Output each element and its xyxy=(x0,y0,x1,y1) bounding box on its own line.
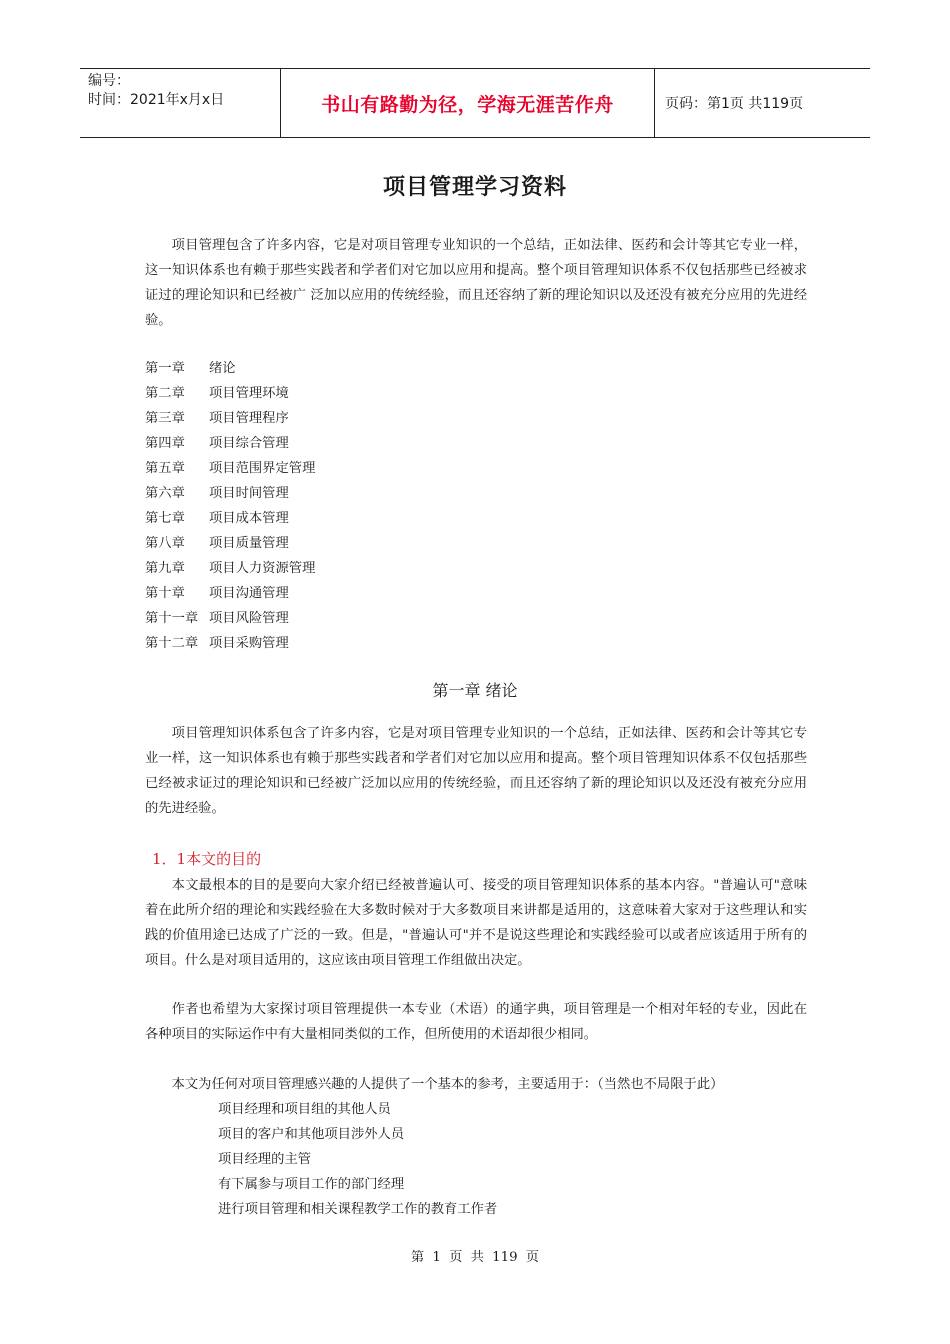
toc-item[interactable] xyxy=(145,506,315,531)
page-footer: 第 1 页 共 119 页 xyxy=(410,1250,540,1265)
list-item: 项目经理的主管 xyxy=(218,1152,312,1167)
header-page-info: 页码：第1页 共119页 xyxy=(665,96,804,112)
audience-list xyxy=(218,1097,497,1222)
list-item: 有下属参与项目工作的部门经理 xyxy=(218,1177,405,1192)
toc-item[interactable] xyxy=(145,581,315,606)
toc-chapter-number: 第七章 xyxy=(145,511,185,526)
toc-item[interactable] xyxy=(145,406,315,431)
toc-chapter-number: 第八章 xyxy=(145,536,185,551)
toc-chapter-name: 项目质量管理 xyxy=(209,536,289,551)
toc-chapter-number: 第十一章 xyxy=(145,611,199,626)
section-paragraph-1: 本文最根本的目的是要向大家介绍已经被普遍认可、接受的项目管理知识体系的基本内容。"普遍认可"意味着在此所介绍的理论和实践经验在大多数时候对于大多数项目来讲都是适用的，这意味着大家对于这些理认和实践的价值用途已达成了广泛的一致。但是，"普遍认可"并不是说这些理论和实践经验可以或者应该适用于所有的项目。什么是对项目适用的，这应该由项目管理工作组做出决定。 xyxy=(145,878,807,968)
toc-chapter-number: 第九章 xyxy=(145,561,185,576)
page-header xyxy=(80,68,870,138)
toc-chapter-number: 第五章 xyxy=(145,461,185,476)
chapter-paragraph: 项目管理知识体系包含了许多内容，它是对项目管理专业知识的一个总结，正如法律、医药和会计等其它专业一样，这一知识体系也有赖于那些实践者和学者们对它加以应用和提高。整个项目管理知识体系不仅包括那些已经被求证过的理论知识和已经被广泛加以应用的传统经验，而且还容纳了新的理论知识以及还没有被充分应用的先进经验。 xyxy=(145,726,807,816)
toc-chapter-name: 绪论 xyxy=(209,361,236,376)
section-paragraph-2: 作者也希望为大家探讨项目管理提供一本专业（术语）的通字典，项目管理是一个相对年轻的专业，因此在各种项目的实际运作中有大量相同类似的工作，但所使用的术语却很少相同。 xyxy=(145,1002,807,1042)
list-item: 项目经理和项目组的其他人员 xyxy=(218,1102,391,1117)
toc-item[interactable] xyxy=(145,431,315,456)
toc-item[interactable] xyxy=(145,456,315,481)
toc-chapter-number: 第十章 xyxy=(145,586,185,601)
toc-chapter-name: 项目管理环境 xyxy=(209,386,289,401)
section-paragraph-3: 本文为任何对项目管理感兴趣的人提供了一个基本的参考，主要适用于：（当然也不局限于此） xyxy=(171,1077,724,1092)
toc-chapter-name: 项目采购管理 xyxy=(209,636,289,651)
toc-chapter-number: 第一章 xyxy=(145,361,185,376)
header-motto: 书山有路勤为径，学海无涯苦作舟 xyxy=(281,69,655,137)
toc-chapter-name: 项目成本管理 xyxy=(209,511,289,526)
toc-chapter-number: 第十二章 xyxy=(145,636,199,651)
toc-chapter-number: 第三章 xyxy=(145,411,185,426)
toc-chapter-number: 第二章 xyxy=(145,386,185,401)
list-item: 进行项目管理和相关课程教学工作的教育工作者 xyxy=(218,1202,498,1217)
table-of-contents xyxy=(145,356,315,656)
toc-item[interactable] xyxy=(145,481,315,506)
toc-chapter-name: 项目风险管理 xyxy=(209,611,289,626)
header-meta xyxy=(80,69,281,137)
toc-chapter-name: 项目综合管理 xyxy=(209,436,289,451)
chapter-heading: 第一章 绪论 xyxy=(432,681,518,700)
section-heading: 1．1本文的目的 xyxy=(152,850,262,868)
toc-chapter-name: 项目沟通管理 xyxy=(209,586,289,601)
toc-chapter-name: 项目人力资源管理 xyxy=(209,561,316,576)
toc-item[interactable] xyxy=(145,531,315,556)
list-item: 项目的客户和其他项目涉外人员 xyxy=(218,1127,405,1142)
document-number-label: 编号： xyxy=(88,73,130,89)
toc-item[interactable] xyxy=(145,631,315,656)
toc-item[interactable] xyxy=(145,381,315,406)
toc-chapter-name: 项目范围界定管理 xyxy=(209,461,316,476)
toc-chapter-number: 第六章 xyxy=(145,486,185,501)
intro-paragraph: 项目管理包含了许多内容，它是对项目管理专业知识的一个总结，正如法律、医药和会计等其它专业一样，这一知识体系也有赖于那些实践者和学者们对它加以应用和提高。整个项目管理知识体系不仅包括那些已经被求证过的理论知识和已经被广 泛加以应用的传统经验，而且还容纳了新的理论知识以及还没有被充分应用的先进经验。 xyxy=(145,238,807,328)
toc-item[interactable] xyxy=(145,356,315,381)
toc-chapter-number: 第四章 xyxy=(145,436,185,451)
document-date: 时间：2021年x月x日 xyxy=(88,92,225,108)
toc-chapter-name: 项目管理程序 xyxy=(209,411,289,426)
toc-item[interactable] xyxy=(145,556,315,581)
toc-item[interactable] xyxy=(145,606,315,631)
document-title: 项目管理学习资料 xyxy=(382,175,567,200)
toc-chapter-name: 项目时间管理 xyxy=(209,486,289,501)
